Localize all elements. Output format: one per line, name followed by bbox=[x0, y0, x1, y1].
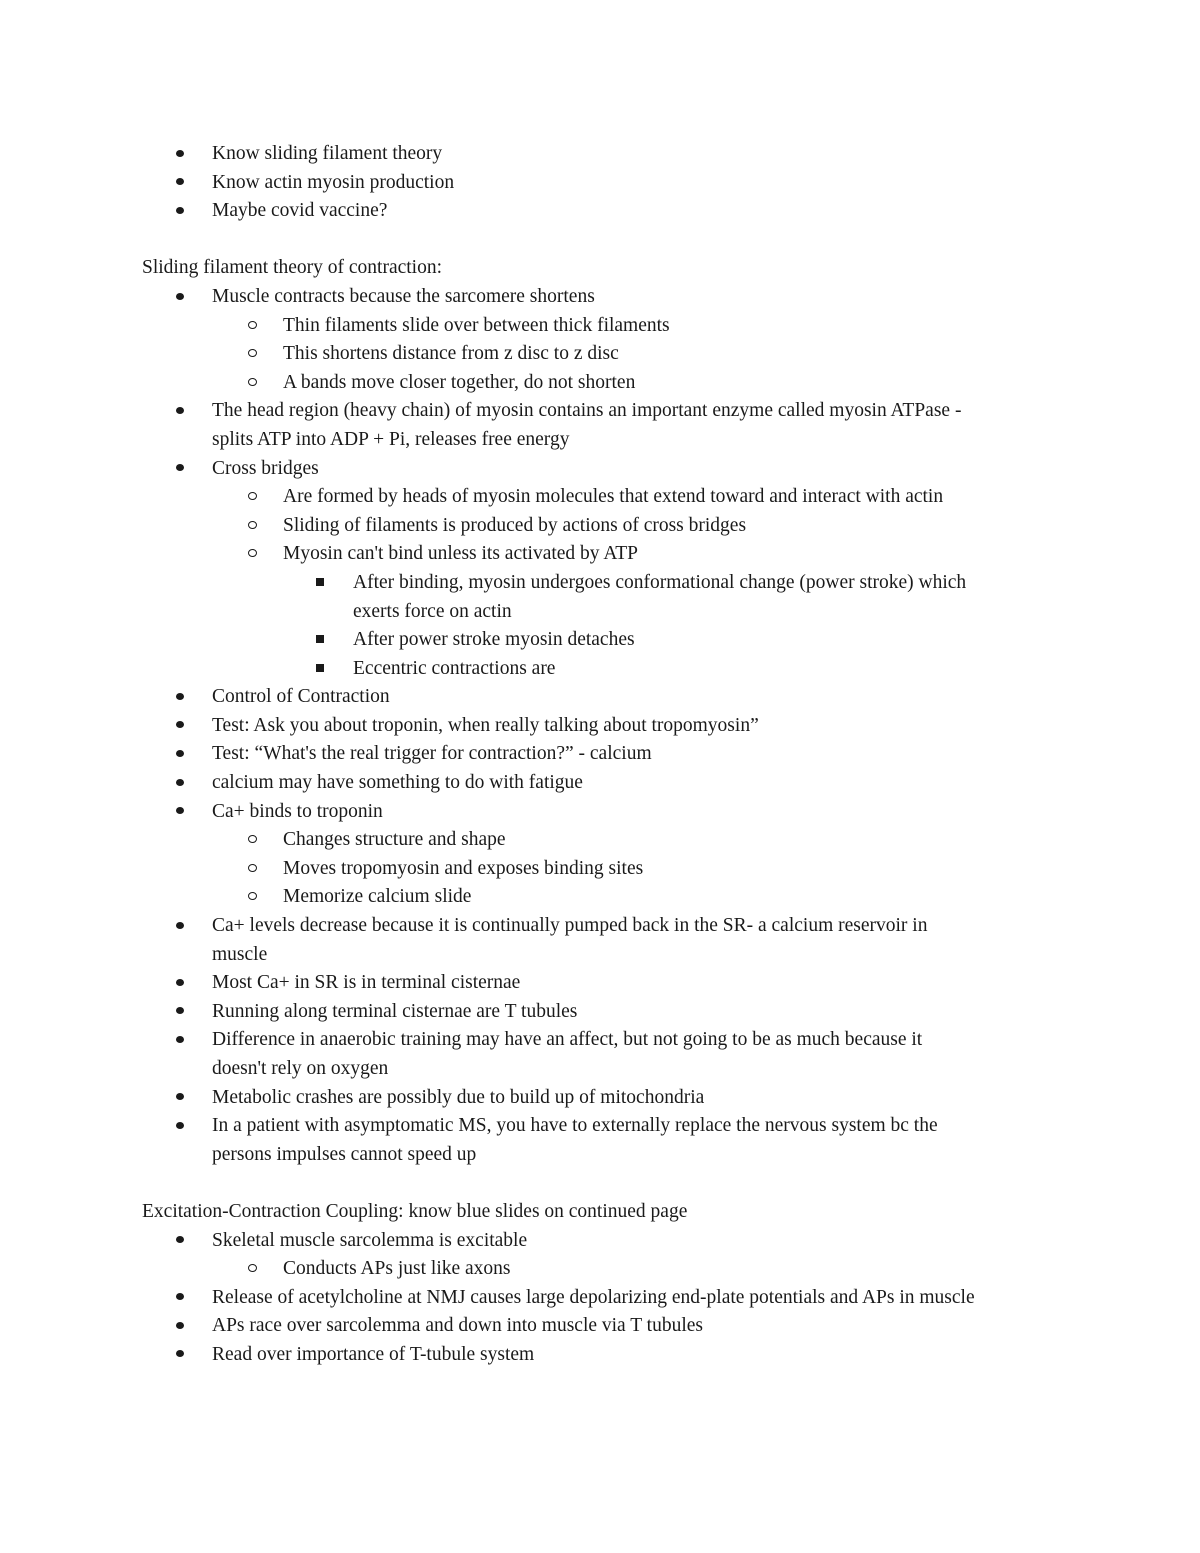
disc-bullet-icon bbox=[176, 1284, 184, 1313]
list-item bbox=[142, 626, 1072, 655]
list-item-text: Memorize calcium slide bbox=[283, 886, 472, 908]
disc-bullet-icon bbox=[176, 169, 184, 198]
disc-bullet-icon bbox=[176, 1312, 184, 1341]
list-item bbox=[142, 683, 1072, 712]
list-item-text: APs race over sarcolemma and down into muscle via T tubules bbox=[212, 1315, 703, 1337]
intro-list-item bbox=[142, 140, 1072, 169]
list-item bbox=[142, 283, 1072, 312]
list-item bbox=[142, 883, 1072, 912]
list-item-text: Conducts APs just like axons bbox=[283, 1258, 511, 1280]
square-bullet-icon bbox=[316, 655, 324, 684]
list-item-text: Myosin can't bind unless its activated by ATP bbox=[283, 543, 639, 565]
list-item bbox=[142, 1112, 1072, 1141]
list-item-text: After binding, myosin undergoes conformational change (power stroke) which bbox=[353, 571, 967, 593]
list-item bbox=[142, 397, 1072, 426]
list-item bbox=[142, 1026, 1072, 1055]
disc-bullet-icon bbox=[176, 969, 184, 998]
disc-bullet-icon bbox=[176, 798, 184, 827]
intro-list-item bbox=[142, 197, 1072, 226]
list-item bbox=[142, 998, 1072, 1027]
list-item-text: Eccentric contractions are bbox=[353, 657, 556, 679]
section-heading: Excitation-Contraction Coupling: know blue slides on continued page bbox=[142, 1200, 688, 1222]
list-item-text: Difference in anaerobic training may have an affect, but not going to be as much because it bbox=[212, 1029, 923, 1051]
disc-bullet-icon bbox=[176, 1026, 184, 1055]
list-item-text: Test: Ask you about troponin, when really talking about tropomyosin” bbox=[212, 714, 759, 736]
list-item bbox=[142, 655, 1072, 684]
list-item bbox=[142, 826, 1072, 855]
section-heading: Sliding filament theory of contraction: bbox=[142, 257, 443, 279]
list-item-continuation bbox=[142, 426, 1072, 455]
list-item-text: Read over importance of T-tubule system bbox=[212, 1343, 535, 1365]
list-item bbox=[142, 1312, 1072, 1341]
list-item-continuation bbox=[142, 941, 1072, 970]
list-item bbox=[142, 969, 1072, 998]
disc-bullet-icon bbox=[176, 912, 184, 941]
list-item-text: Are formed by heads of myosin molecules that extend toward and interact with actin bbox=[283, 486, 944, 508]
list-item-text: Running along terminal cisternae are T tubules bbox=[212, 1000, 578, 1022]
list-item bbox=[142, 1227, 1072, 1256]
list-item bbox=[142, 569, 1072, 598]
spacer bbox=[142, 1169, 1072, 1198]
disc-bullet-icon bbox=[176, 1227, 184, 1256]
list-item-text: calcium may have something to do with fatigue bbox=[212, 772, 583, 794]
disc-bullet-icon bbox=[176, 397, 184, 426]
disc-bullet-icon bbox=[176, 140, 184, 169]
disc-bullet-icon bbox=[176, 998, 184, 1027]
list-item-text: Most Ca+ in SR is in terminal cisternae bbox=[212, 972, 521, 994]
list-item-text: Changes structure and shape bbox=[283, 829, 506, 851]
list-item bbox=[142, 769, 1072, 798]
list-item bbox=[142, 540, 1072, 569]
circle-bullet-icon bbox=[248, 540, 257, 569]
list-item bbox=[142, 740, 1072, 769]
disc-bullet-icon bbox=[176, 740, 184, 769]
list-item bbox=[142, 712, 1072, 741]
list-item-continuation bbox=[142, 1141, 1072, 1170]
list-item-continuation bbox=[142, 598, 1072, 627]
list-item-text: Test: “What's the real trigger for contraction?” - calcium bbox=[212, 743, 652, 765]
list-item bbox=[142, 1084, 1072, 1113]
disc-bullet-icon bbox=[176, 197, 184, 226]
circle-bullet-icon bbox=[248, 340, 257, 369]
disc-bullet-icon bbox=[176, 769, 184, 798]
disc-bullet-icon bbox=[176, 1341, 184, 1370]
spacer bbox=[142, 226, 1072, 255]
circle-bullet-icon bbox=[248, 512, 257, 541]
disc-bullet-icon bbox=[176, 1112, 184, 1141]
list-item-continuation bbox=[142, 1055, 1072, 1084]
list-item-text: Maybe covid vaccine? bbox=[212, 200, 388, 222]
list-item bbox=[142, 912, 1072, 941]
list-item-text: persons impulses cannot speed up bbox=[212, 1143, 477, 1165]
list-item-text: Know actin myosin production bbox=[212, 171, 455, 193]
list-item-text: Thin filaments slide over between thick filaments bbox=[283, 314, 670, 336]
list-item-text: Skeletal muscle sarcolemma is excitable bbox=[212, 1229, 528, 1251]
list-item-text: In a patient with asymptomatic MS, you have to externally replace the nervous system bc the bbox=[212, 1115, 938, 1137]
list-item bbox=[142, 312, 1072, 341]
list-item bbox=[142, 855, 1072, 884]
list-item bbox=[142, 369, 1072, 398]
list-item bbox=[142, 798, 1072, 827]
intro-list-item bbox=[142, 169, 1072, 198]
list-item bbox=[142, 1284, 1072, 1313]
circle-bullet-icon bbox=[248, 883, 257, 912]
document-page bbox=[142, 140, 1072, 1370]
list-item bbox=[142, 1341, 1072, 1370]
list-item-text: muscle bbox=[212, 943, 268, 965]
list-item-text: Muscle contracts because the sarcomere shortens bbox=[212, 285, 595, 307]
list-item-text: Release of acetylcholine at NMJ causes large depolarizing end-plate potentials and APs in muscle bbox=[212, 1286, 975, 1308]
list-item-text: A bands move closer together, do not shorten bbox=[283, 371, 636, 393]
list-item bbox=[142, 455, 1072, 484]
disc-bullet-icon bbox=[176, 283, 184, 312]
list-item-text: Cross bridges bbox=[212, 457, 319, 479]
circle-bullet-icon bbox=[248, 855, 257, 884]
list-item-text: doesn't rely on oxygen bbox=[212, 1058, 389, 1079]
disc-bullet-icon bbox=[176, 683, 184, 712]
circle-bullet-icon bbox=[248, 369, 257, 398]
list-item-text: This shortens distance from z disc to z disc bbox=[283, 343, 619, 365]
list-item bbox=[142, 1255, 1072, 1284]
list-item-text: splits ATP into ADP + Pi, releases free energy bbox=[212, 428, 570, 450]
list-item-text: Metabolic crashes are possibly due to build up of mitochondria bbox=[212, 1086, 705, 1108]
circle-bullet-icon bbox=[248, 826, 257, 855]
list-item-text: Know sliding filament theory bbox=[212, 143, 443, 164]
circle-bullet-icon bbox=[248, 483, 257, 512]
list-item-text: The head region (heavy chain) of myosin contains an important enzyme called myosin ATPase - bbox=[212, 400, 962, 422]
disc-bullet-icon bbox=[176, 455, 184, 484]
circle-bullet-icon bbox=[248, 1255, 257, 1284]
list-item-text: Moves tropomyosin and exposes binding sites bbox=[283, 857, 644, 879]
disc-bullet-icon bbox=[176, 712, 184, 741]
disc-bullet-icon bbox=[176, 1084, 184, 1113]
list-item-text: Control of Contraction bbox=[212, 686, 390, 708]
list-item-text: Ca+ binds to troponin bbox=[212, 800, 383, 822]
list-item-text: Ca+ levels decrease because it is continually pumped back in the SR- a calcium reservoir in bbox=[212, 915, 928, 937]
circle-bullet-icon bbox=[248, 312, 257, 341]
list-item-text: After power stroke myosin detaches bbox=[353, 629, 635, 651]
list-item bbox=[142, 483, 1072, 512]
list-item bbox=[142, 340, 1072, 369]
list-item-text: Sliding of filaments is produced by actions of cross bridges bbox=[283, 514, 747, 536]
list-item-text: exerts force on actin bbox=[353, 600, 512, 622]
square-bullet-icon bbox=[316, 569, 324, 598]
square-bullet-icon bbox=[316, 626, 324, 655]
list-item bbox=[142, 512, 1072, 541]
